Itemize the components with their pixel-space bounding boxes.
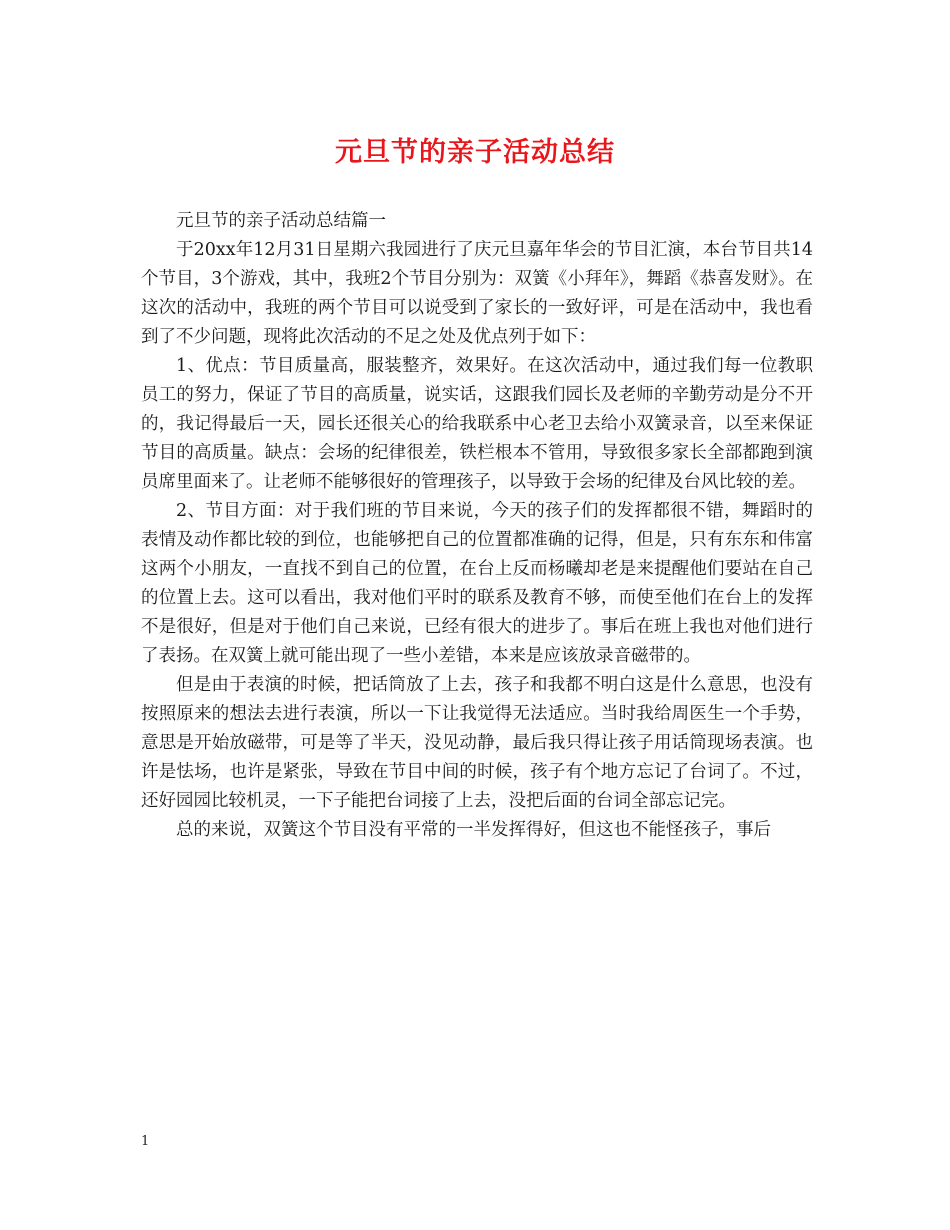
- paragraph-program: 2、节目方面：对于我们班的节目来说，今天的孩子们的发挥都很不错，舞蹈时的表情及动作都比较的到位，也能够把自己的位置都准确的记得，但是，只有东东和伟富这两个小朋友，一直找不到自己的位置，在台上反而杨曦却老是来提醒他们要站在自己的位置上去。这可以看出，我对他们平时的联系及教育不够，而使至他们在台上的发挥不是很好，但是对于他们自己来说，已经有很大的进步了。事后在班上我也对他们进行了表扬。在双簧上就可能出现了一些小差错，本来是应该放录音磁带的。: [141, 501, 813, 666]
- paragraph-performance: 但是由于表演的时候，把话筒放了上去，孩子和我都不明白这是什么意思，也没有按照原来的想法去进行表演，所以一下让我觉得无法适应。当时我给周医生一个手势，意思是开始放磁带，可是等了半天，没见动静，最后我只得让孩子用话筒现场表演。也许是怯场，也许是紧张，导致在节目中间的时候，孩子有个地方忘记了台词了。不过，还好园园比较机灵，一下子能把台词接了上去，没把后面的台词全部忘记完。: [141, 675, 813, 811]
- paragraph-intro: 于20xx年12月31日星期六我园进行了庆元旦嘉年华会的节目汇演，本台节目共14个节目，3个游戏，其中，我班2个节目分别为：双簧《小拜年》，舞蹈《恭喜发财》。在这次的活动中，我班的两个节目可以说受到了家长的一致好评，可是在活动中，我也看到了不少问题，现将此次活动的不足之处及优点列于如下：: [141, 240, 813, 347]
- paragraph-strengths: 1、优点：节目质量高，服装整齐，效果好。在这次活动中，通过我们每一位教职员工的努力，保证了节目的高质量，说实话，这跟我们园长及老师的辛勤劳动是分不开的，我记得最后一天，园长还很关心的给我联系中心老卫去给小双簧录音，以至来保证节目的高质量。缺点：会场的纪律很差，铁栏根本不管用，导致很多家长全部都跑到演员席里面来了。让老师不能够很好的管理孩子，以导致于会场的纪律及台风比较的差。: [141, 356, 813, 492]
- document-body: [141, 207, 813, 845]
- section-heading: 元旦节的亲子活动总结篇一: [176, 211, 386, 231]
- document-title: 元旦节的亲子活动总结: [335, 137, 615, 168]
- page-number: 1: [141, 1134, 150, 1149]
- paragraph-summary: 总的来说，双簧这个节目没有平常的一半发挥得好，但这也不能怪孩子，事后: [176, 820, 771, 840]
